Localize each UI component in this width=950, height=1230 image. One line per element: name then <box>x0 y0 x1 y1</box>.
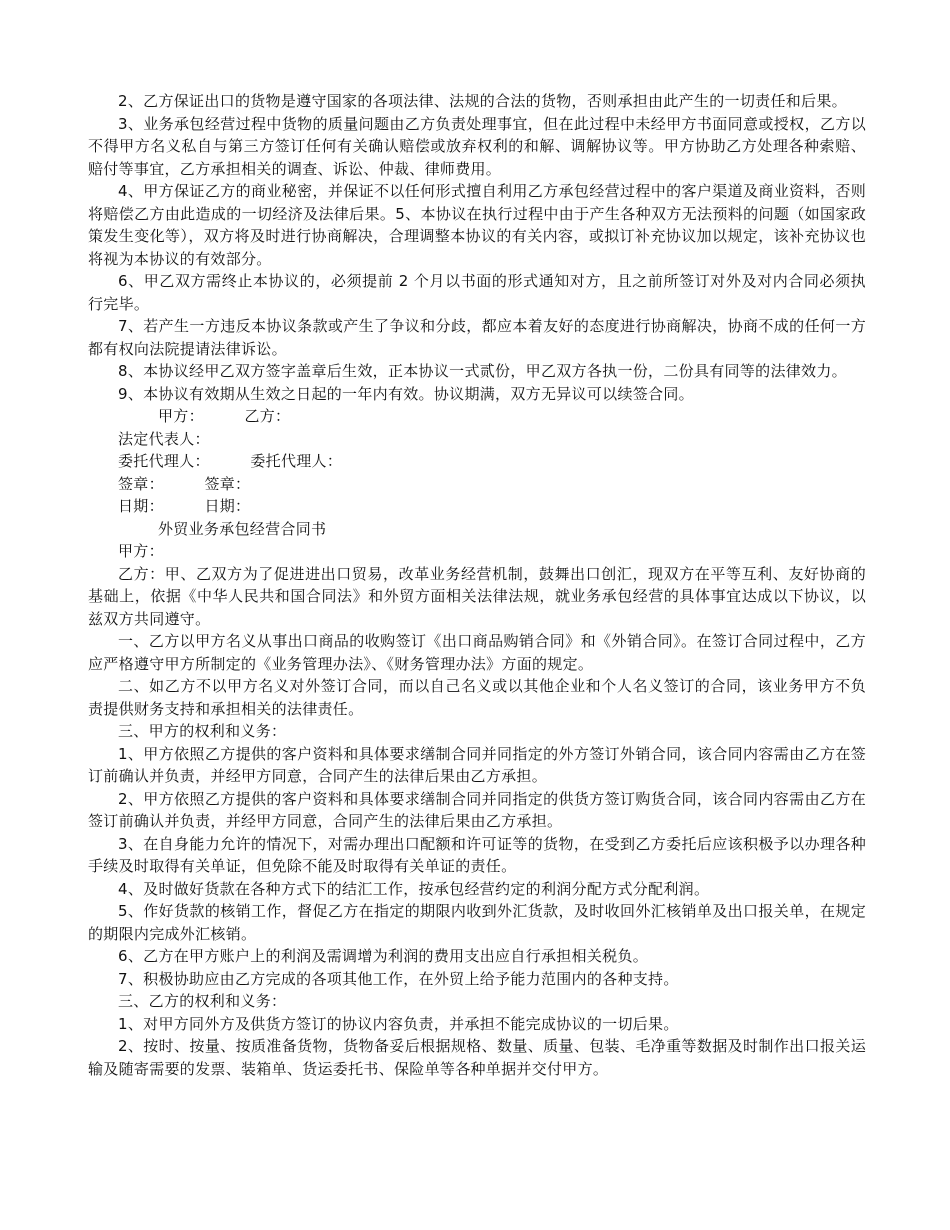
signature-agents: 委托代理人： 委托代理人： <box>118 452 343 470</box>
clause-4-5-paragraph: 4、甲方保证乙方的商业秘密，并保证不以任何形式擅自利用乙方承包经营过程中的客户渠道及商业资料，否则将赔偿乙方由此造成的一切经济及法律后果。5、本协议在执行过程中由于产生各种双方无法预料的问题（如国家政策发生变化等），双方将及时进行协商解决，合理调整本协议的有关内容，或拟订补充协议加以规定，该补充协议也将视为本协议的有效部分。 <box>88 182 866 268</box>
party-b-duty-1: 1、对甲方同外方及供货方签订的协议内容负责，并承担不能完成协议的一切后果。 <box>118 1014 679 1033</box>
party-b-preamble: 乙方：甲、乙双方为了促进进出口贸易，改革业务经营机制，鼓舞出口创汇，现双方在平等互利、友好协商的基础上，依据《中华人民共和国合同法》和外贸方面相关法律法规，就业务承包经营的具体事宜达成以下协议，以兹双方共同遵守。 <box>88 564 866 628</box>
party-a-duty-4: 4、及时做好货款在各种方式下的结汇工作，按承包经营约定的利润分配方式分配利润。 <box>118 879 710 898</box>
clause-6-paragraph: 6、甲乙双方需终止本协议的，必须提前 2 个月以书面的形式通知对方，且之前所签订对外及对内合同必须执行完毕。 <box>88 272 866 313</box>
party-a-duty-2: 2、甲方依照乙方提供的客户资料和具体要求缮制合同并同指定的供货方签订购货合同，该合同内容需由乙方在签订前确认并负责，并经甲方同意，合同产生的法律后果由乙方承担。 <box>88 789 866 830</box>
clause-2-paragraph: 2、乙方保证出口的货物是遵守国家的各项法律、法规的合法的货物，否则承担由此产生的一切责任和后果。 <box>118 92 847 110</box>
clause-8-paragraph: 8、本协议经甲乙双方签字盖章后生效，正本协议一式贰份，甲乙双方各执一份，二份具有同等的法律效力。 <box>118 362 847 380</box>
article-1-paragraph: 一、乙方以甲方名义从事出口商品的收购签订《出口商品购销合同》和《外销合同》。在签订合同过程中，乙方应严格遵守甲方所制定的《业务管理办法》、《财务管理办法》方面的规定。 <box>88 632 866 673</box>
signature-parties: 甲方： 乙方： <box>158 407 291 425</box>
document-body <box>88 90 866 1080</box>
party-a-line: 甲方： <box>118 542 164 560</box>
article-2-paragraph: 二、如乙方不以甲方名义对外签订合同，而以自己名义或以其他企业和个人名义签订的合同，该业务甲方不负责提供财务支持和承担相关的法律责任。 <box>88 677 866 718</box>
section-heading-party-b: 三、乙方的权利和义务： <box>118 992 287 1010</box>
party-b-duty-2: 2、按时、按量、按质准备货物，货物备妥后根据规格、数量、质量、包装、毛净重等数据及时制作出口报关运输及随寄需要的发票、装箱单、货运委托书、保险单等各种单据并交付甲方。 <box>88 1037 866 1078</box>
clause-3-paragraph: 3、业务承包经营过程中货物的质量问题由乙方负责处理事宜，但在此过程中未经甲方书面同意或授权，乙方以不得甲方名义私自与第三方签订任何有关确认赔偿或放弃权利的和解、调解协议等。甲方协助乙方处理各种索赔、赔付等事宜，乙方承担相关的调查、诉讼、仲裁、律师费用。 <box>88 114 866 178</box>
party-a-duty-5: 5、作好货款的核销工作，督促乙方在指定的期限内收到外汇货款，及时收回外汇核销单及出口报关单，在规定的期限内完成外汇核销。 <box>88 902 866 943</box>
party-a-duty-7: 7、积极协助应由乙方完成的各项其他工作，在外贸上给予能力范围内的各种支持。 <box>118 969 679 988</box>
party-a-duty-3: 3、在自身能力允许的情况下，对需办理出口配额和许可证等的货物，在受到乙方委托后应该积极予以办理各种手续及时取得有关单证，但免除不能及时取得有关单证的责任。 <box>88 834 866 875</box>
section-heading-party-a: 三、甲方的权利和义务： <box>118 722 287 740</box>
clause-9-paragraph: 9、本协议有效期从生效之日起的一年内有效。协议期满，双方无异议可以续签合同。 <box>118 384 694 403</box>
signature-seals: 签章： 签章： <box>118 474 251 493</box>
signature-dates: 日期： 日期： <box>118 497 251 515</box>
clause-7-paragraph: 7、若产生一方违反本协议条款或产生了争议和分歧，都应本着友好的态度进行协商解决，协商不成的任何一方都有权向法院提请法律诉讼。 <box>88 317 866 358</box>
signature-legal-rep: 法定代表人： <box>118 429 210 448</box>
party-a-duty-1: 1、甲方依照乙方提供的客户资料和具体要求缮制合同并同指定的外方签订外销合同，该合同内容需由乙方在签订前确认并负责，并经甲方同意，合同产生的法律后果由乙方承担。 <box>88 744 866 785</box>
contract-title: 外贸业务承包经营合同书 <box>158 519 327 538</box>
party-a-duty-6: 6、乙方在甲方账户上的利润及需调增为利润的费用支出应自行承担相关税负。 <box>118 947 649 965</box>
